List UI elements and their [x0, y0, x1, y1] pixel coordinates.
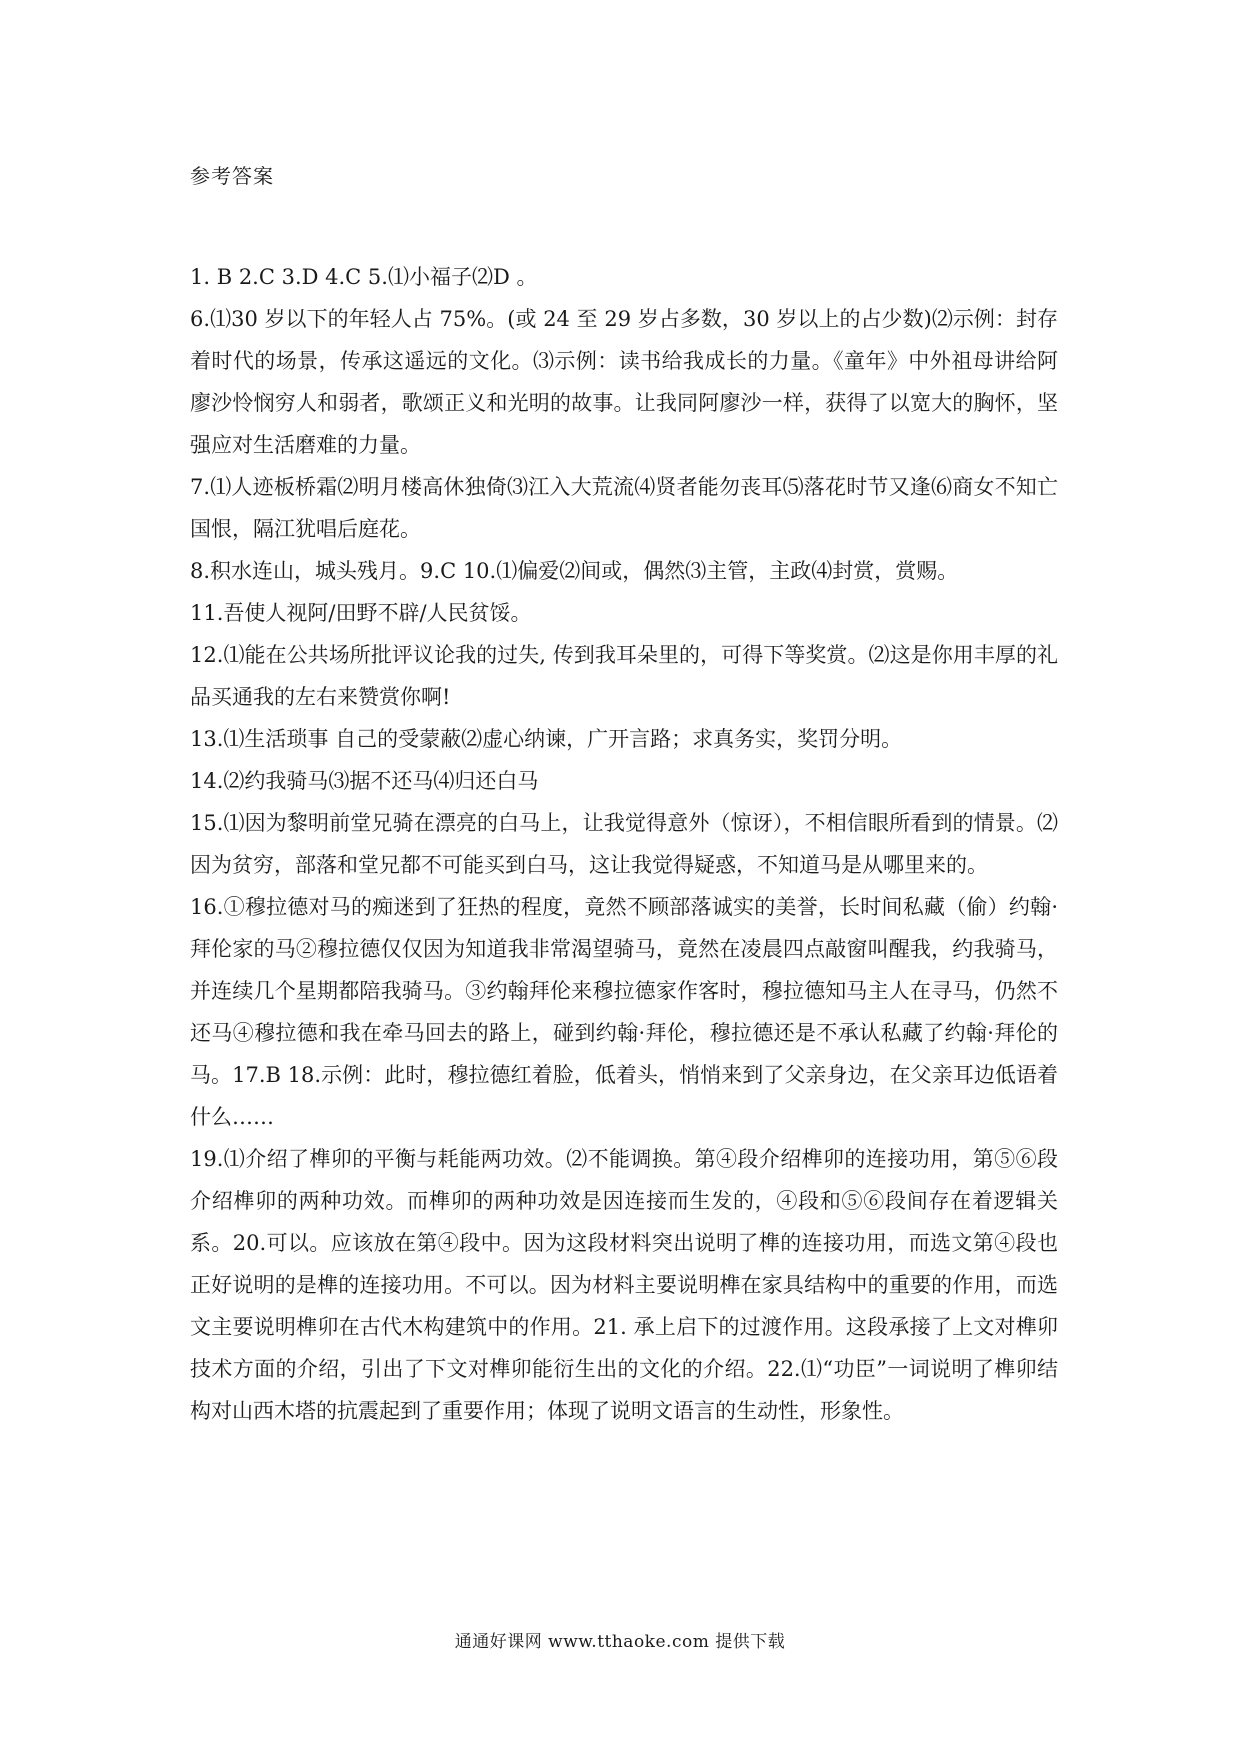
download-footer: 通通好课网 www.tthaoke.com 提供下载: [454, 1632, 786, 1652]
answer-paragraph-6: 6.⑴30 岁以下的年轻人占 75%。(或 24 至 29 岁占多数，30 岁以上的占少数)⑵示例：封存着时代的场景，传承这遥远的文化。⑶示例：读书给我成长的力量。《童年》中外祖母讲给阿廖沙怜悯穷人和弱者，歌颂正义和光明的故事。让我同阿廖沙一样，获得了以宽大的胸怀，坚强应对生活磨难的力量。: [190, 307, 1058, 457]
answer-paragraph-14: 14.⑵约我骑马⑶据不还马⑷归还白马: [190, 769, 539, 793]
answer-paragraph-12: 12.⑴能在公共场所批评议论我的过失, 传到我耳朵里的，可得下等奖赏。⑵这是你用丰厚的礼品买通我的左右来赞赏你啊!: [190, 643, 1058, 709]
answer-paragraph-1-5: 1. B 2.C 3.D 4.C 5.⑴小福子⑵D 。: [190, 265, 538, 289]
answer-paragraph-19-22: 19.⑴介绍了榫卯的平衡与耗能两功效。⑵不能调换。第④段介绍榫卯的连接功用，第⑤⑥段介绍榫卯的两种功效。而榫卯的两种功效是因连接而生发的，④段和⑤⑥段间存在着逻辑关系。20.可以。应该放在第④段中。因为这段材料突出说明了榫的连接功用，而选文第④段也正好说明的是榫的连接功用。不可以。因为材料主要说明榫在家具结构中的重要的作用，而选文主要说明榫卯在古代木构建筑中的作用。21. 承上启下的过渡作用。这段承接了上文对榫卯技术方面的介绍，引出了下文对榫卯能衍生出的文化的介绍。22.⑴“功臣”一词说明了榫卯结构对山西木塔的抗震起到了重要作用；体现了说明文语言的生动性，形象性。: [190, 1147, 1058, 1423]
answer-paragraph-8-10: 8.积水连山，城头残月。9.C 10.⑴偏爱⑵间或，偶然⑶主管，主政⑷封赏，赏赐。: [190, 559, 959, 583]
answer-paragraph-15: 15.⑴因为黎明前堂兄骑在漂亮的白马上，让我觉得意外（惊讶），不相信眼所看到的情景。⑵因为贫穷，部落和堂兄都不可能买到白马，这让我觉得疑惑，不知道马是从哪里来的。: [190, 811, 1058, 877]
answer-paragraph-7: 7.⑴人迹板桥霜⑵明月楼高休独倚⑶江入大荒流⑷贤者能勿丧耳⑸落花时节又逢⑹商女不知亡国恨，隔江犹唱后庭花。: [190, 475, 1058, 541]
answer-paragraph-11: 11.吾使人视阿/田野不辟/人民贫馁。: [190, 601, 532, 625]
answer-paragraph-16-18: 16.①穆拉德对马的痴迷到了狂热的程度，竟然不顾部落诚实的美誉，长时间私藏（偷）约翰·拜伦家的马②穆拉德仅仅因为知道我非常渴望骑马，竟然在凌晨四点敲窗叫醒我，约我骑马，并连续几个星期都陪我骑马。③约翰拜伦来穆拉德家作客时，穆拉德知马主人在寻马，仍然不还马④穆拉德和我在牵马回去的路上，碰到约翰·拜伦，穆拉德还是不承认私藏了约翰·拜伦的马。17.B 18.示例：此时，穆拉德红着脸，低着头，悄悄来到了父亲身边，在父亲耳边低语着什么……: [190, 895, 1058, 1129]
answer-paragraph-13: 13.⑴生活琐事 自己的受蒙蔽⑵虚心纳谏，广开言路；求真务实，奖罚分明。: [190, 727, 903, 751]
answer-content: [190, 256, 1058, 1432]
answer-heading: 参考答案: [190, 164, 274, 188]
